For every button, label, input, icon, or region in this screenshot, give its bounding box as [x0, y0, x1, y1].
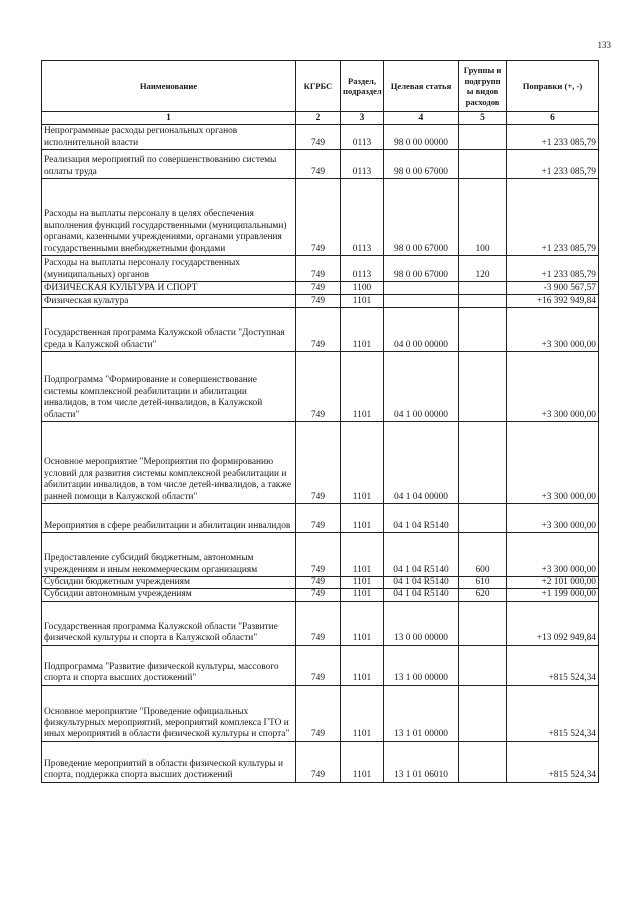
row-kgrbs-cell: 749 — [296, 125, 341, 150]
row-section-cell: 1101 — [341, 645, 384, 685]
row-target-cell: 04 1 04 R5140 — [384, 504, 459, 533]
table-row — [42, 125, 599, 150]
table-row — [42, 504, 599, 533]
table-row — [42, 295, 599, 308]
row-name-cell: Субсидии автономным учреждениям — [42, 589, 296, 601]
row-section-cell: 1101 — [341, 295, 384, 308]
row-group-cell — [459, 422, 507, 504]
row-name-cell: Основное мероприятие "Проведение официальных физкультурных мероприятий, мероприятий комплекса ГТО и иных мероприятий в области физической культуры и спорта" — [42, 685, 296, 741]
table-row — [42, 741, 599, 782]
row-kgrbs-cell: 749 — [296, 601, 341, 645]
header-target: Целевая статья — [384, 61, 459, 112]
header-group: Группы и подгрупп ы видов расходов — [459, 61, 507, 112]
row-group-cell: 100 — [459, 179, 507, 256]
row-amount-cell: +2 101 000,00 — [507, 577, 599, 589]
row-section-cell: 1101 — [341, 601, 384, 645]
row-kgrbs-cell: 749 — [296, 645, 341, 685]
row-target-cell — [384, 282, 459, 295]
table-row — [42, 179, 599, 256]
row-amount-cell: +815 524,34 — [507, 645, 599, 685]
row-target-cell: 13 1 01 00000 — [384, 685, 459, 741]
row-name-cell: Физическая культура — [42, 295, 296, 308]
row-target-cell: 98 0 00 67000 — [384, 256, 459, 282]
table-row — [42, 282, 599, 295]
column-number: 1 — [42, 112, 296, 125]
row-group-cell — [459, 685, 507, 741]
column-number: 4 — [384, 112, 459, 125]
row-section-cell: 1101 — [341, 589, 384, 601]
row-target-cell: 04 1 00 00000 — [384, 352, 459, 422]
row-section-cell: 1101 — [341, 504, 384, 533]
row-target-cell: 98 0 00 67000 — [384, 150, 459, 179]
row-name-cell: Государственная программа Калужской области "Доступная среда в Калужской области" — [42, 308, 296, 352]
row-kgrbs-cell: 749 — [296, 422, 341, 504]
row-group-cell — [459, 645, 507, 685]
table-row — [42, 150, 599, 179]
row-name-cell: Государственная программа Калужской области "Развитие физической культуры и спорта в Калужской области" — [42, 601, 296, 645]
row-target-cell: 04 1 04 R5140 — [384, 533, 459, 577]
row-group-cell — [459, 125, 507, 150]
row-kgrbs-cell: 749 — [296, 295, 341, 308]
row-section-cell: 1101 — [341, 533, 384, 577]
row-group-cell — [459, 601, 507, 645]
table-row — [42, 685, 599, 741]
row-group-cell — [459, 282, 507, 295]
row-name-cell: Предоставление субсидий бюджетным, автономным учреждениям и иным некоммерческим организациям — [42, 533, 296, 577]
row-amount-cell: +1 233 085,79 — [507, 179, 599, 256]
table-row — [42, 533, 599, 577]
row-kgrbs-cell: 749 — [296, 685, 341, 741]
row-section-cell: 0113 — [341, 179, 384, 256]
row-section-cell: 1101 — [341, 577, 384, 589]
row-target-cell: 98 0 00 00000 — [384, 125, 459, 150]
row-amount-cell: +3 300 000,00 — [507, 308, 599, 352]
row-kgrbs-cell: 749 — [296, 504, 341, 533]
row-section-cell: 1101 — [341, 685, 384, 741]
row-amount-cell: +3 300 000,00 — [507, 504, 599, 533]
row-name-cell: Непрограммные расходы региональных органов исполнительной власти — [42, 125, 296, 150]
row-kgrbs-cell: 749 — [296, 308, 341, 352]
row-group-cell: 600 — [459, 533, 507, 577]
row-group-cell: 620 — [459, 589, 507, 601]
header-kgrbs: КГРБС — [296, 61, 341, 112]
column-number-row — [42, 112, 599, 125]
row-group-cell — [459, 150, 507, 179]
table-row — [42, 256, 599, 282]
row-amount-cell: +815 524,34 — [507, 741, 599, 782]
row-target-cell: 13 1 01 06010 — [384, 741, 459, 782]
row-name-cell: Реализация мероприятий по совершенствованию системы оплаты труда — [42, 150, 296, 179]
row-amount-cell: +1 233 085,79 — [507, 256, 599, 282]
row-name-cell: Подпрограмма "Развитие физической культуры, массового спорта и спорта высших достижений" — [42, 645, 296, 685]
row-name-cell: Проведение мероприятий в области физической культуры и спорта, поддержка спорта высших достижений — [42, 741, 296, 782]
row-name-cell: Основное мероприятие "Мероприятия по формированию условий для развития системы комплексной реабилитации и абилитации инвалидов, в том числе детей-инвалидов, а также ранней помощи в Калужской области" — [42, 422, 296, 504]
row-target-cell: 04 0 00 00000 — [384, 308, 459, 352]
row-name-cell: Расходы на выплаты персоналу в целях обеспечения выполнения функций государственными (муниципальными) органами, казенными учреждениями, органами управления государственными внебюджетными фондами — [42, 179, 296, 256]
row-name-cell: Субсидии бюджетным учреждениям — [42, 577, 296, 589]
row-group-cell — [459, 741, 507, 782]
row-group-cell — [459, 308, 507, 352]
row-name-cell: Подпрограмма "Формирование и совершенствование системы комплексной реабилитации и абилитации инвалидов, в том числе детей-инвалидов, в Калужской области" — [42, 352, 296, 422]
page-number: 133 — [597, 40, 611, 50]
row-group-cell — [459, 352, 507, 422]
header-section: Раздел, подраздел — [341, 61, 384, 112]
table-row — [42, 577, 599, 589]
row-kgrbs-cell: 749 — [296, 150, 341, 179]
row-section-cell: 0113 — [341, 125, 384, 150]
row-amount-cell: +1 233 085,79 — [507, 150, 599, 179]
row-kgrbs-cell: 749 — [296, 589, 341, 601]
row-section-cell: 1101 — [341, 352, 384, 422]
table-row — [42, 352, 599, 422]
row-kgrbs-cell: 749 — [296, 352, 341, 422]
row-kgrbs-cell: 749 — [296, 282, 341, 295]
row-amount-cell: +3 300 000,00 — [507, 533, 599, 577]
row-amount-cell: -3 900 567,57 — [507, 282, 599, 295]
table-row — [42, 601, 599, 645]
row-section-cell: 1100 — [341, 282, 384, 295]
table-body — [42, 125, 599, 783]
header-name: Наименование — [42, 61, 296, 112]
row-amount-cell: +1 199 000,00 — [507, 589, 599, 601]
table-row — [42, 308, 599, 352]
row-target-cell: 04 1 04 R5140 — [384, 577, 459, 589]
row-amount-cell: +815 524,34 — [507, 685, 599, 741]
table-header-row — [42, 61, 599, 112]
row-section-cell: 1101 — [341, 308, 384, 352]
row-target-cell: 13 1 00 00000 — [384, 645, 459, 685]
column-number: 5 — [459, 112, 507, 125]
row-group-cell — [459, 295, 507, 308]
row-group-cell: 120 — [459, 256, 507, 282]
table-row — [42, 422, 599, 504]
row-amount-cell: +13 092 949,84 — [507, 601, 599, 645]
row-kgrbs-cell: 749 — [296, 256, 341, 282]
row-amount-cell: +3 300 000,00 — [507, 352, 599, 422]
budget-amendments-table — [41, 60, 599, 783]
row-kgrbs-cell: 749 — [296, 577, 341, 589]
column-number: 2 — [296, 112, 341, 125]
row-target-cell: 04 1 04 00000 — [384, 422, 459, 504]
table-row — [42, 589, 599, 601]
column-number: 3 — [341, 112, 384, 125]
row-target-cell: 04 1 04 R5140 — [384, 589, 459, 601]
row-group-cell — [459, 504, 507, 533]
row-target-cell — [384, 295, 459, 308]
row-target-cell: 13 0 00 00000 — [384, 601, 459, 645]
row-section-cell: 0113 — [341, 150, 384, 179]
header-amendment: Поправки (+, -) — [507, 61, 599, 112]
row-kgrbs-cell: 749 — [296, 741, 341, 782]
row-target-cell: 98 0 00 67000 — [384, 179, 459, 256]
row-amount-cell: +16 392 949,84 — [507, 295, 599, 308]
row-section-cell: 1101 — [341, 741, 384, 782]
row-section-cell: 0113 — [341, 256, 384, 282]
row-amount-cell: +3 300 000,00 — [507, 422, 599, 504]
column-number: 6 — [507, 112, 599, 125]
row-name-cell: Мероприятия в сфере реабилитации и абилитации инвалидов — [42, 504, 296, 533]
row-kgrbs-cell: 749 — [296, 533, 341, 577]
row-kgrbs-cell: 749 — [296, 179, 341, 256]
row-name-cell: ФИЗИЧЕСКАЯ КУЛЬТУРА И СПОРТ — [42, 282, 296, 295]
row-group-cell: 610 — [459, 577, 507, 589]
table-row — [42, 645, 599, 685]
row-amount-cell: +1 233 085,79 — [507, 125, 599, 150]
row-section-cell: 1101 — [341, 422, 384, 504]
row-name-cell: Расходы на выплаты персоналу государственных (муниципальных) органов — [42, 256, 296, 282]
